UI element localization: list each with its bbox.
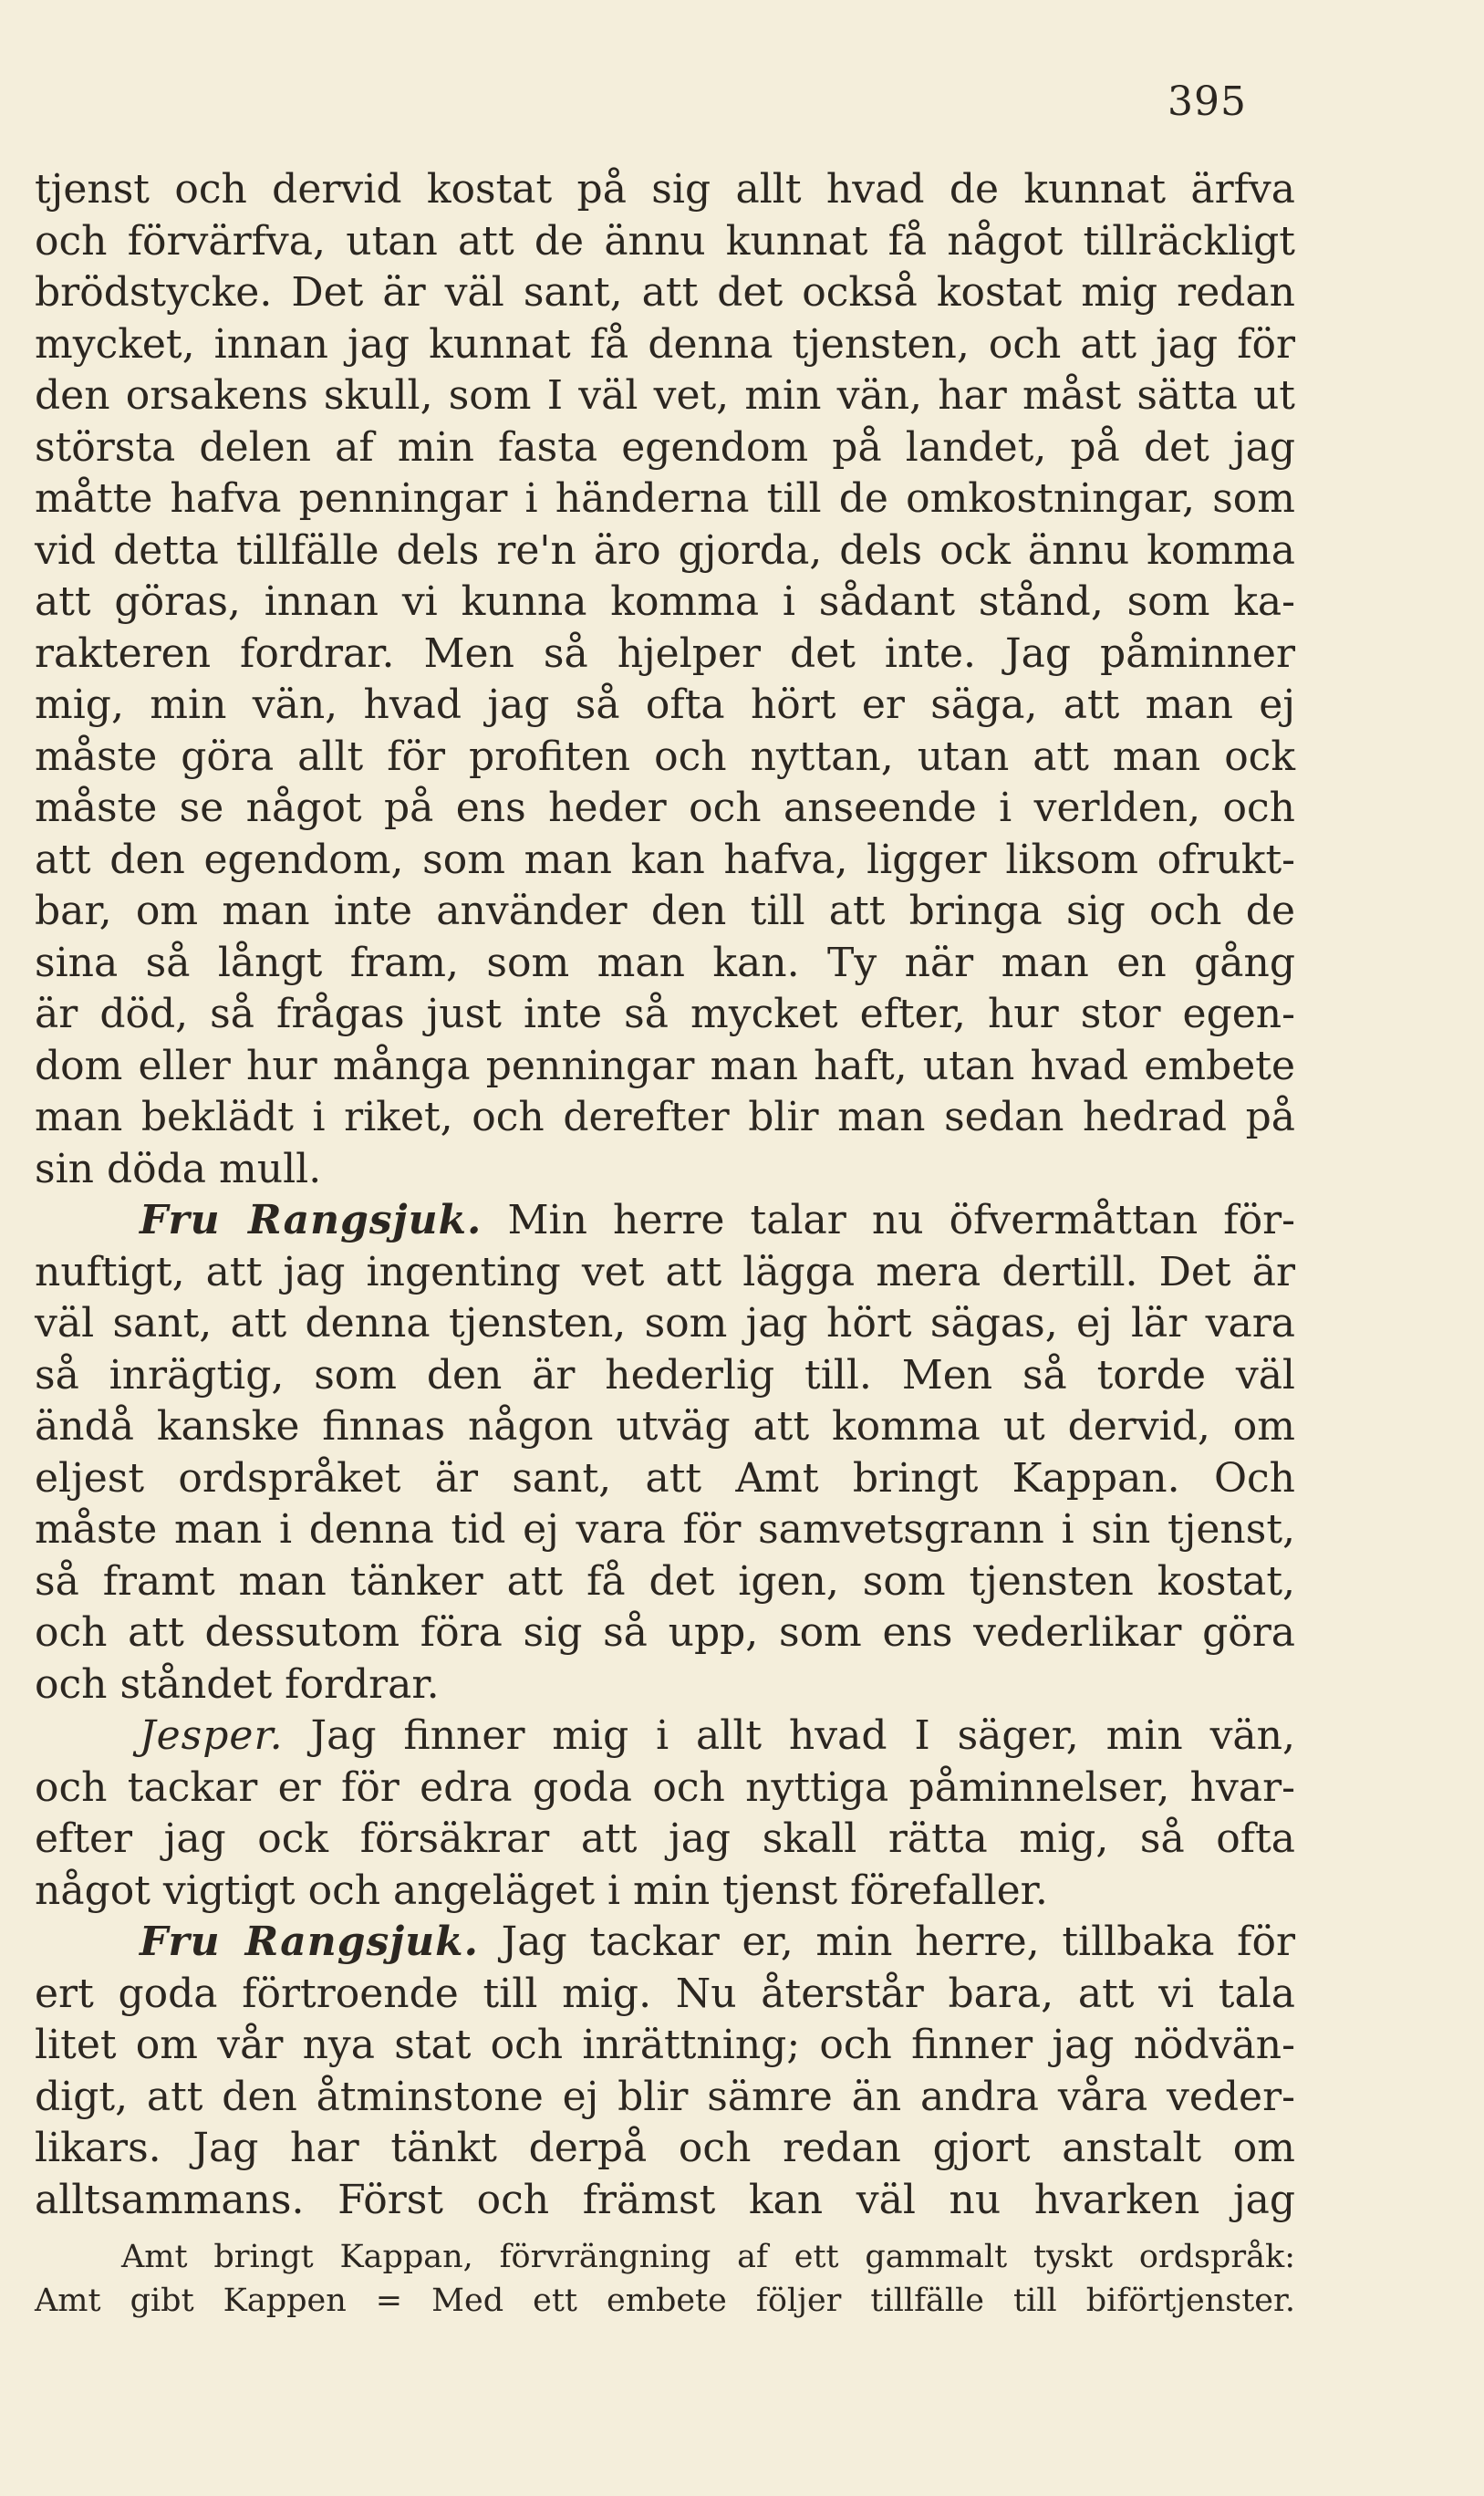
footnote	[35, 2235, 1295, 2323]
text-line: mig, min vän, hvad jag så ofta hört er säga, att man ej	[35, 681, 1295, 728]
text-line: något vigtigt och angeläget i min tjenst förefaller.	[35, 1867, 1048, 1914]
text-line: ändå kanske finnas någon utväg att komma ut dervid, om	[35, 1403, 1295, 1450]
text-line: mycket, innan jag kunnat få denna tjensten, och att jag för	[35, 320, 1295, 368]
text-line: alltsammans. Först och främst kan väl nu hvarken jag	[35, 2176, 1295, 2223]
text-line: är död, så frågas just inte så mycket efter, hur stor egen-	[35, 991, 1295, 1037]
text-line: man beklädt i riket, och derefter blir man sedan hedrad på	[35, 1094, 1295, 1140]
text-line: och ståndet fordrar.	[35, 1660, 440, 1708]
footnote-line: Amt bringt Kappan, förvrängning af ett gammalt tyskt ordspråk:	[121, 2239, 1295, 2275]
text-line: att göras, innan vi kunna komma i sådant stånd, som ka-	[35, 578, 1295, 625]
speech-first-line	[35, 1711, 1295, 1763]
text-line: litet om vår nya stat och inrättning; och finner jag nödvän-	[35, 2022, 1295, 2068]
speech-text: Min herre talar nu öfvermåttan för-	[507, 1197, 1295, 1243]
speaker-name: Fru Rangsjuk.	[140, 1197, 483, 1243]
speaker-name: Fru Rangsjuk.	[140, 1919, 479, 1965]
text-line: och tackar er för edra goda och nyttiga påminnelser, hvar-	[35, 1763, 1295, 1811]
text-line: största delen af min fasta egendom på landet, på det jag	[35, 423, 1295, 471]
text-line: eljest ordspråket är sant, att Amt bringt Kappan. Och	[35, 1454, 1295, 1502]
text-line: likars. Jag har tänkt derpå och redan gjort anstalt om	[35, 2125, 1295, 2171]
footnote-line: Amt gibt Kappen = Med ett embete följer tillfälle till biförtjenster.	[35, 2283, 1295, 2319]
text-line: efter jag ock försäkrar att jag skall rätta mig, så ofta	[35, 1815, 1295, 1862]
text-line: dom eller hur många penningar man haft, utan hvad embete	[35, 1042, 1295, 1089]
text-line: sin döda mull.	[35, 1145, 322, 1192]
text-line: brödstycke. Det är väl sant, att det också kostat mig redan	[35, 269, 1295, 316]
speech-text: Jag finner mig i allt hvad I säger, min vän,	[310, 1712, 1295, 1759]
text-line: nuftigt, att jag ingenting vet att lägga mera dertill. Det är	[35, 1248, 1295, 1295]
body-text	[35, 164, 1295, 2226]
text-line: vid detta tillfälle dels re'n äro gjorda, dels ock ännu komma	[35, 526, 1295, 574]
text-line: och förvärfva, utan att de ännu kunnat få något tillräckligt	[35, 217, 1295, 265]
text-line: så framt man tänker att få det igen, som tjensten kostat,	[35, 1557, 1295, 1605]
text-line: måste se något på ens heder och anseende i verlden, och	[35, 785, 1295, 831]
speech-text: Jag tackar er, min herre, tillbaka för	[501, 1919, 1295, 1965]
speech-first-line	[35, 1195, 1295, 1247]
text-line: måtte hafva penningar i händerna till de omkostningar, som	[35, 475, 1295, 522]
page-number: 395	[1167, 78, 1247, 125]
text-line: så inrägtig, som den är hederlig till. Men så torde väl	[35, 1351, 1295, 1399]
speech-first-line	[35, 1917, 1295, 1969]
text-line: och att dessutom föra sig så upp, som ens vederlikar göra	[35, 1609, 1295, 1656]
text-line: måste göra allt för profiten och nyttan, utan att man ock	[35, 733, 1295, 780]
text-line: tjenst och dervid kostat på sig allt hvad de kunnat ärfva	[35, 166, 1295, 213]
text-line: att den egendom, som man kan hafva, ligger liksom ofrukt-	[35, 836, 1295, 883]
speaker-name: Jesper.	[140, 1712, 284, 1759]
text-line: den orsakens skull, som I väl vet, min vän, har måst sätta ut	[35, 372, 1295, 419]
text-line: rakteren fordrar. Men så hjelper det inte. Jag påminner	[35, 629, 1295, 677]
text-line: måste man i denna tid ej vara för samvetsgrann i sin tjenst,	[35, 1506, 1295, 1553]
text-line: bar, om man inte använder den till att bringa sig och de	[35, 888, 1295, 934]
text-line: digt, att den åtminstone ej blir sämre än andra våra veder-	[35, 2073, 1295, 2120]
text-line: väl sant, att denna tjensten, som jag hört sägas, ej lär vara	[35, 1300, 1295, 1347]
text-line: sina så långt fram, som man kan. Ty när man en gång	[35, 939, 1295, 986]
text-line: ert goda förtroende till mig. Nu återstår bara, att vi tala	[35, 1970, 1295, 2017]
